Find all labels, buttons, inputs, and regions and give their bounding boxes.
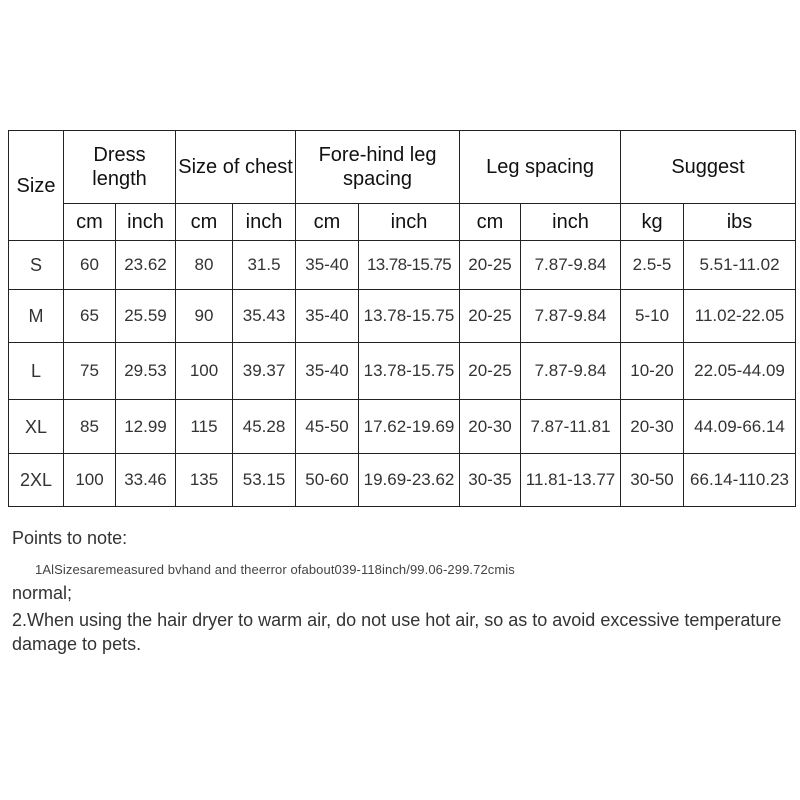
header-row: [9, 131, 796, 204]
header-fore-hind-leg-spacing: Fore-hind leg spacing: [296, 131, 460, 204]
size-chart-table: [8, 130, 796, 507]
header-suggest: Suggest: [621, 131, 796, 204]
unit-cell: cm: [176, 204, 233, 241]
table-cell: 2.5-5: [621, 241, 684, 290]
unit-cell: inch: [521, 204, 621, 241]
table-cell: 45.28: [233, 400, 296, 454]
size-cell: 2XL: [9, 454, 64, 507]
table-cell: 7.87-9.84: [521, 343, 621, 400]
table-cell: 11.81-13.77: [521, 454, 621, 507]
notes-section: [12, 528, 792, 656]
table-cell: 7.87-9.84: [521, 290, 621, 343]
table-cell: 29.53: [116, 343, 176, 400]
unit-cell: inch: [359, 204, 460, 241]
note-line-2: normal;: [12, 583, 73, 603]
table-cell: 20-25: [460, 290, 521, 343]
size-cell: M: [9, 290, 64, 343]
unit-row: [9, 204, 796, 241]
table-cell: 20-30: [460, 400, 521, 454]
unit-cell: ibs: [684, 204, 796, 241]
table-cell: 85: [64, 400, 116, 454]
table-cell: 20-30: [621, 400, 684, 454]
unit-cell: inch: [116, 204, 176, 241]
table-cell: 7.87-11.81: [521, 400, 621, 454]
notes-title: Points to note:: [12, 528, 128, 548]
table-cell: 31.5: [233, 241, 296, 290]
table-cell: 20-25: [460, 343, 521, 400]
table-cell: 75: [64, 343, 116, 400]
header-chest: Size of chest: [176, 131, 296, 204]
table-cell: 11.02-22.05: [684, 290, 796, 343]
table-cell: 45-50: [296, 400, 359, 454]
unit-cell: kg: [621, 204, 684, 241]
table-cell: 115: [176, 400, 233, 454]
table-cell: 13.78-15.75: [359, 290, 460, 343]
table-cell: 5-10: [621, 290, 684, 343]
table-cell: 100: [176, 343, 233, 400]
table-cell: 39.37: [233, 343, 296, 400]
table-cell: 66.14-110.23: [684, 454, 796, 507]
table-cell: 60: [64, 241, 116, 290]
table-row: [9, 400, 796, 454]
size-cell: XL: [9, 400, 64, 454]
size-cell: L: [9, 343, 64, 400]
header-dress-length: Dress length: [64, 131, 176, 204]
table-row: [9, 290, 796, 343]
table-cell: 17.62-19.69: [359, 400, 460, 454]
table-cell: 13.78-15.75: [359, 241, 460, 290]
table-cell: 80: [176, 241, 233, 290]
table-cell: 12.99: [116, 400, 176, 454]
table-cell: 30-35: [460, 454, 521, 507]
unit-cell: cm: [296, 204, 359, 241]
table-cell: 13.78-15.75: [359, 343, 460, 400]
table-cell: 65: [64, 290, 116, 343]
table-cell: 53.15: [233, 454, 296, 507]
table-cell: 10-20: [621, 343, 684, 400]
table-cell: 35.43: [233, 290, 296, 343]
unit-cell: cm: [460, 204, 521, 241]
header-size: Size: [9, 131, 64, 241]
table-cell: 23.62: [116, 241, 176, 290]
size-cell: S: [9, 241, 64, 290]
unit-cell: cm: [64, 204, 116, 241]
header-leg-spacing: Leg spacing: [460, 131, 621, 204]
table-cell: 25.59: [116, 290, 176, 343]
table-cell: 22.05-44.09: [684, 343, 796, 400]
table-cell: 35-40: [296, 241, 359, 290]
table-cell: 90: [176, 290, 233, 343]
table-row: [9, 454, 796, 507]
table-cell: 50-60: [296, 454, 359, 507]
table-cell: 30-50: [621, 454, 684, 507]
table-cell: 33.46: [116, 454, 176, 507]
table-cell: 7.87-9.84: [521, 241, 621, 290]
note-line-3: 2.When using the hair dryer to warm air, do not use hot air, so as to avoid excessive temperature damage to pets.: [12, 610, 782, 654]
table-cell: 5.51-11.02: [684, 241, 796, 290]
table-cell: 19.69-23.62: [359, 454, 460, 507]
table-cell: 100: [64, 454, 116, 507]
unit-cell: inch: [233, 204, 296, 241]
table-row: [9, 343, 796, 400]
table-cell: 44.09-66.14: [684, 400, 796, 454]
note-line-1: 1AlSizesaremeasured bvhand and theerror ofabout039-118inch/99.06-299.72cmis: [35, 562, 515, 577]
table-row: [9, 241, 796, 290]
table-cell: 35-40: [296, 290, 359, 343]
table-cell: 135: [176, 454, 233, 507]
table-cell: 35-40: [296, 343, 359, 400]
table-cell: 20-25: [460, 241, 521, 290]
